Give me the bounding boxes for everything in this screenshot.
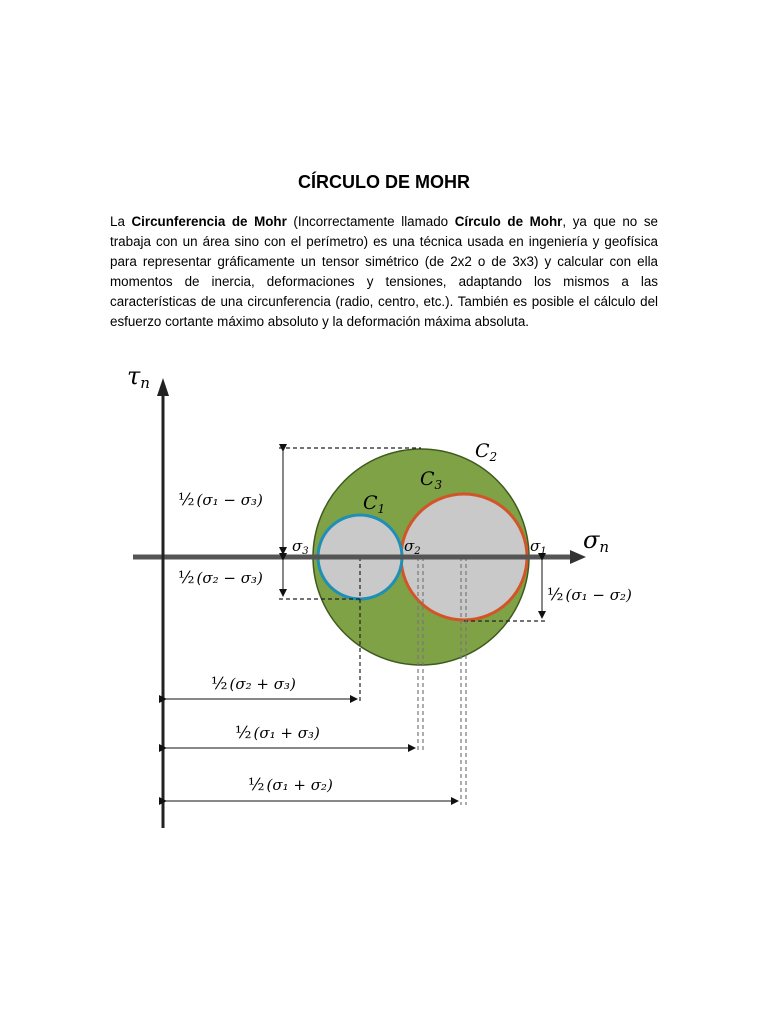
c3-symbol: C bbox=[420, 468, 435, 490]
sigma1-label bbox=[530, 537, 547, 557]
dim-label-top-left-expr: (σ₁ − σ₃) bbox=[196, 491, 263, 509]
page-title: CÍRCULO DE MOHR bbox=[298, 172, 470, 192]
intro-bold-term-1: Circunferencia de Mohr bbox=[131, 214, 287, 229]
intro-bold-term-2: Círculo de Mohr bbox=[454, 214, 563, 229]
x-axis-symbol: σ bbox=[583, 526, 600, 554]
c2-subscript: 2 bbox=[489, 450, 498, 464]
x-axis-subscript: n bbox=[599, 538, 610, 556]
dim-label-right-frac: ½ bbox=[547, 585, 564, 605]
sigma3-label bbox=[292, 537, 309, 557]
dim-label-top-left bbox=[178, 490, 263, 510]
y-axis-symbol: τ bbox=[127, 362, 141, 390]
sigma2-subscript: 2 bbox=[414, 546, 421, 557]
dim-label-h2 bbox=[235, 723, 320, 743]
x-axis-label bbox=[583, 526, 609, 556]
dim-label-bottom-left-frac: ½ bbox=[178, 568, 195, 588]
dim-label-h1-expr: (σ₂ + σ₃) bbox=[229, 675, 296, 693]
y-axis-subscript: n bbox=[140, 374, 150, 392]
y-axis-label bbox=[127, 362, 150, 392]
dim-label-bottom-left bbox=[178, 568, 263, 588]
c1-subscript: 1 bbox=[377, 502, 386, 516]
y-axis-arrow bbox=[157, 378, 169, 396]
sigma3-symbol: σ bbox=[292, 537, 303, 555]
dim-label-right-expr: (σ₁ − σ₂) bbox=[565, 586, 632, 604]
dim-label-bottom-left-expr: (σ₂ − σ₃) bbox=[196, 569, 263, 587]
dim-label-top-left-frac: ½ bbox=[178, 490, 195, 510]
c3-subscript: 3 bbox=[434, 478, 443, 492]
sigma3-subscript: 3 bbox=[302, 546, 309, 557]
dim-label-right bbox=[547, 585, 632, 605]
dim-label-h1-frac: ½ bbox=[211, 674, 228, 694]
c1-symbol: C bbox=[363, 492, 378, 514]
dim-label-h2-expr: (σ₁ + σ₃) bbox=[253, 724, 320, 742]
dim-label-h1 bbox=[211, 674, 296, 694]
dim-label-h3-frac: ½ bbox=[248, 775, 265, 795]
c2-label bbox=[475, 440, 497, 464]
c2-symbol: C bbox=[475, 440, 490, 462]
dim-label-h2-frac: ½ bbox=[235, 723, 252, 743]
sigma1-symbol: σ bbox=[530, 537, 541, 555]
sigma2-symbol: σ bbox=[404, 537, 415, 555]
dim-label-h3 bbox=[248, 775, 333, 795]
intro-text-2: (Incorrectamente llamado bbox=[286, 214, 455, 229]
intro-text-3: , ya que no se trabaja con un área sino con el perímetro) es una técnica usada en ingeniería y geofísica para representar gráficamente un tensor simétrico (de 2x2 o de 3x3) y calcular con ella momentos de inercia, deformaciones y tensiones, adaptando los mismos a las características de una circunferencia (radio, centro, etc.). También es posible el cálculo del esfuerzo cortante máximo absoluto y la deformación máxima absoluta. bbox=[110, 214, 658, 329]
intro-text-1: La bbox=[110, 214, 132, 229]
dim-label-h3-expr: (σ₁ + σ₂) bbox=[266, 776, 333, 794]
sigma1-subscript: 1 bbox=[540, 546, 547, 557]
